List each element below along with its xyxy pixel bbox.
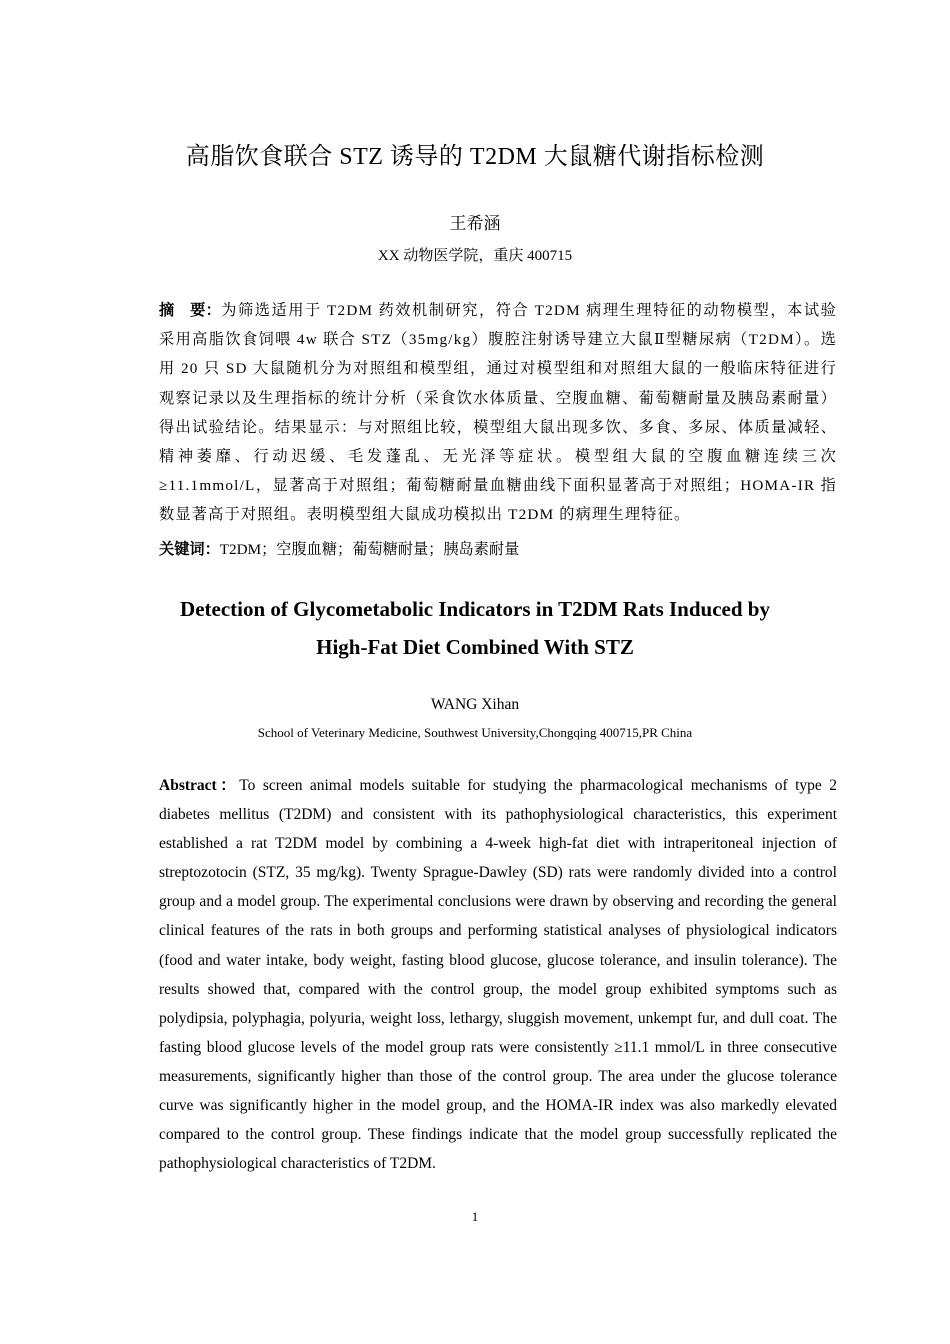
chinese-title: 高脂饮食联合 STZ 诱导的 T2DM 大鼠糖代谢指标检测 [185, 144, 765, 170]
english-title-line-1: Detection of Glycometabolic Indicators in T2DM Rats Induced by [180, 597, 770, 621]
chinese-keywords [159, 535, 837, 564]
chinese-affiliation: XX 动物医学院，重庆 400715 [377, 248, 573, 264]
english-title-line-2: High-Fat Diet Combined With STZ [316, 635, 634, 659]
english-abstract-text: To screen animal models suitable for studying the pharmacological mechanisms of type 2 diabetes mellitus (T2DM) and consistent with its pathophysiological characteristics, this experiment established a rat T2DM model by combining a 4-week high-fat diet with intraperitoneal injection of streptozotocin (STZ, 35 mg/kg). Twenty Sprague-Dawley (SD) rats were randomly divided into a control group and a model group. The experimental conclusions were drawn by observing and recording the general clinical features of the rats in both groups and performing statistical analyses of physiological indicators (food and water intake, body weight, fasting blood glucose, glucose tolerance, and insulin tolerance). The results showed that, compared with the control group, the model group exhibited symptoms such as polydipsia, polyphagia, polyuria, weight loss, lethargy, sluggish movement, unkempt fur, and dull coat. The fasting blood glucose levels of the model group rats were consistently ≥11.1 mmol/L in three consecutive measurements, significantly higher than those of the control group. The area under the glucose tolerance curve was significantly higher in the model group, and the HOMA-IR index was also markedly elevated compared to the control group. These findings indicate that the model group successfully replicated the pathophysiological characteristics of T2DM. [159, 777, 837, 1173]
chinese-keywords-text: T2DM；空腹血糖；葡萄糖耐量；胰岛素耐量 [219, 541, 520, 558]
english-title [0, 590, 950, 666]
english-abstract-label: Abstract： [159, 777, 240, 794]
page-number: 1 [471, 1209, 479, 1224]
chinese-abstract-label: 摘 要： [159, 302, 222, 319]
chinese-author: 王希涵 [449, 214, 501, 233]
english-affiliation: School of Veterinary Medicine, Southwest University,Chongqing 400715,PR China [257, 725, 693, 740]
chinese-abstract [159, 296, 837, 530]
chinese-abstract-text: 为筛选适用于 T2DM 药效机制研究，符合 T2DM 病理生理特征的动物模型，本试验采用高脂饮食饲喂 4w 联合 STZ（35mg/kg）腹腔注射诱导建立大鼠Ⅱ型糖尿病（T2DM）。选用 20 只 SD 大鼠随机分为对照组和模型组，通过对模型组和对照组大鼠的一般临床特征进行观察记录以及生理指标的统计分析（采食饮水体质量、空腹血糖、葡萄糖耐量及胰岛素耐量）得出试验结论。结果显示：与对照组比较，模型组大鼠出现多饮、多食、多尿、体质量减轻、精神萎靡、行动迟缓、毛发蓬乱、无光泽等症状。模型组大鼠的空腹血糖连续三次≥11.1mmol/L，显著高于对照组；葡萄糖耐量血糖曲线下面积显著高于对照组；HOMA-IR 指数显著高于对照组。表明模型组大鼠成功模拟出 T2DM 的病理生理特征。 [159, 302, 838, 524]
english-author: WANG Xihan [430, 696, 520, 713]
english-abstract [159, 771, 837, 1178]
chinese-keywords-label: 关键词： [159, 541, 220, 558]
